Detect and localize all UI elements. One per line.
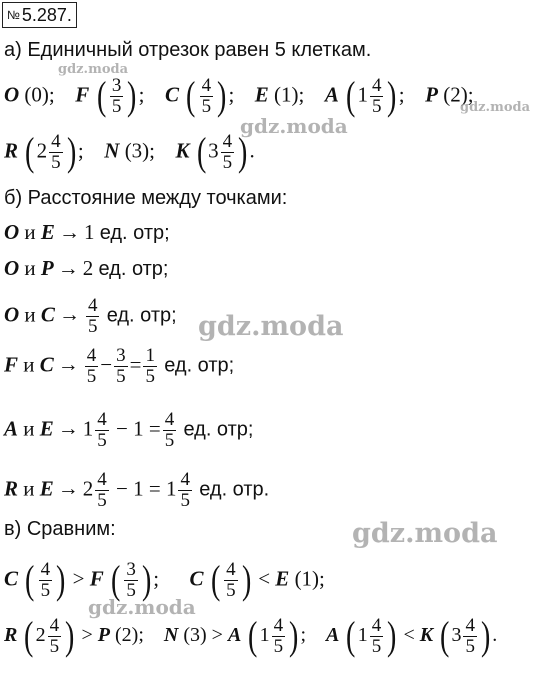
watermark: gdz.moda bbox=[88, 595, 196, 619]
part-b-intro: б) Расстояние между точками: bbox=[4, 187, 288, 209]
watermark: gdz.moda bbox=[240, 114, 348, 138]
number-sign: № bbox=[7, 8, 20, 22]
fraction: $\frac{4}{5}$ bbox=[371, 75, 382, 117]
compare-row-1: C ( $\frac{4}{5}$ ) > F ( $\frac{3}{5}$ ); C ( $\frac{4}{5}$ ) < E (1); bbox=[4, 557, 325, 603]
distance-line-3: O и C → $\frac{4}{5}$ ед. отр; bbox=[4, 295, 177, 337]
point-R: R bbox=[4, 138, 19, 163]
point-O-value: (0); bbox=[24, 82, 55, 107]
watermark: gdz.moda bbox=[198, 311, 344, 342]
point-P: P bbox=[425, 82, 438, 107]
point-K: K bbox=[175, 138, 190, 163]
distance-line-6: R и E → 2 $\frac{4}{5}$ − 1 = 1 $\frac{4}{5}$ ед. отр. bbox=[4, 469, 270, 511]
fraction: $\frac{4}{5}$ bbox=[222, 131, 233, 173]
point-N: N bbox=[104, 138, 120, 163]
fraction: $\frac{4}{5}$ bbox=[87, 295, 98, 337]
point-P-value: (2); bbox=[443, 82, 474, 107]
point-C: C bbox=[165, 82, 180, 107]
point-N-value: (3); bbox=[124, 138, 156, 163]
part-a-intro: а) Единичный отрезок равен 5 клеткам. bbox=[4, 39, 372, 61]
point-E-value: (1); bbox=[274, 82, 305, 107]
fraction: $\frac{4}{5}$ bbox=[51, 131, 61, 173]
distance-line-1: O и E → 1 ед. отр; bbox=[4, 220, 170, 244]
part-c-intro: в) Сравним: bbox=[4, 518, 116, 540]
fraction: $\frac{4}{5}$ bbox=[201, 75, 212, 117]
compare-row-2: R (2 $\frac{4}{5}$ ) > P (2); N (3) > A (1 $\frac{4}{5}$ ); A (1 $\frac{4}{5}$ ) < K (3 $\frac{4}{5}$ ). bbox=[4, 613, 498, 659]
watermark: gdz.moda bbox=[460, 100, 531, 115]
problem-number-text: 5.287. bbox=[21, 5, 72, 25]
part-a-row2: R (2 $\frac{4}{5}$ ); N (3); K (3 $\frac{4}{5}$ ). bbox=[4, 129, 255, 175]
part-a-row1: O (0); F ( $\frac{3}{5}$ ); C ( $\frac{4}{5}$ ); E (1); A (1 $\frac{4}{5}$ ); P (2); bbox=[4, 73, 474, 119]
point-F: F bbox=[75, 82, 90, 107]
distance-line-2: O и P → 2 ед. отр; bbox=[4, 256, 169, 280]
watermark: gdz.moda bbox=[58, 62, 129, 77]
distance-line-4: F и C → $\frac{4}{5}$ − $\frac{3}{5}$ = $\frac{1}{5}$ ед. отр; bbox=[4, 345, 235, 387]
distance-line-5: A и E → 1 $\frac{4}{5}$ − 1 = $\frac{4}{5}$ ед. отр; bbox=[4, 409, 254, 451]
point-O: O bbox=[4, 82, 20, 107]
watermark: gdz.moda bbox=[352, 518, 498, 549]
fraction: $\frac{3}{5}$ bbox=[111, 75, 122, 117]
problem-number bbox=[2, 2, 77, 28]
point-A: A bbox=[324, 82, 339, 107]
point-E: E bbox=[254, 82, 269, 107]
